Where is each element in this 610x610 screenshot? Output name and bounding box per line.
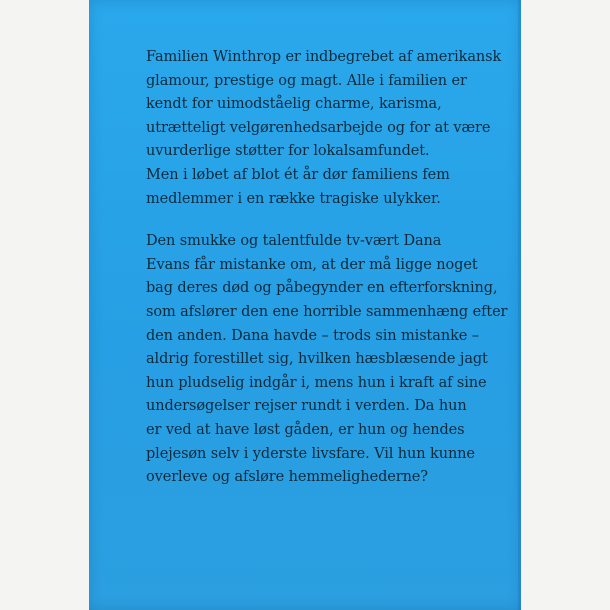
- blurb-line: hun pludselig indgår i, mens hun i kraft af sine: [146, 374, 487, 391]
- blurb-line: er ved at have løst gåden, er hun og hendes: [146, 421, 465, 438]
- book-back-cover: [89, 0, 521, 610]
- blurb-paragraph-1: [146, 46, 516, 211]
- blurb-line: overleve og afsløre hemmelighederne?: [146, 469, 428, 486]
- blurb-line: Men i løbet af blot ét år dør familiens fem: [146, 166, 450, 183]
- blurb-line: undersøgelser rejser rundt i verden. Da hun: [146, 398, 467, 415]
- blurb-line: bag deres død og påbegynder en efterforskning,: [146, 280, 498, 297]
- blurb-text: [146, 46, 516, 490]
- blurb-line: Familien Winthrop er indbegrebet af amerikansk: [146, 49, 502, 65]
- blurb-line: aldrig forestillet sig, hvilken hæsblæsende jagt: [146, 351, 488, 368]
- paragraph-spacer: [146, 211, 516, 230]
- blurb-line: kendt for uimodståelig charme, karisma,: [146, 96, 442, 113]
- blurb-line: Evans får mistanke om, at der må ligge noget: [146, 256, 478, 273]
- blurb-line: medlemmer i en række tragiske ulykker.: [146, 190, 441, 207]
- blurb-line: glamour, prestige og magt. Alle i familien er: [146, 72, 467, 89]
- blurb-line: som afslører den ene horrible sammenhæng efter: [146, 303, 508, 320]
- blurb-line: utrætteligt velgørenhedsarbejde og for at være: [146, 119, 491, 136]
- blurb-line: plejesøn selv i yderste livsfare. Vil hun kunne: [146, 445, 475, 462]
- blurb-paragraph-2: [146, 230, 516, 490]
- blurb-line: uvurderlige støtter for lokalsamfundet.: [146, 143, 430, 160]
- blurb-line: den anden. Dana havde – trods sin mistanke –: [146, 327, 479, 344]
- blurb-line: Den smukke og talentfulde tv-vært Dana: [146, 233, 442, 250]
